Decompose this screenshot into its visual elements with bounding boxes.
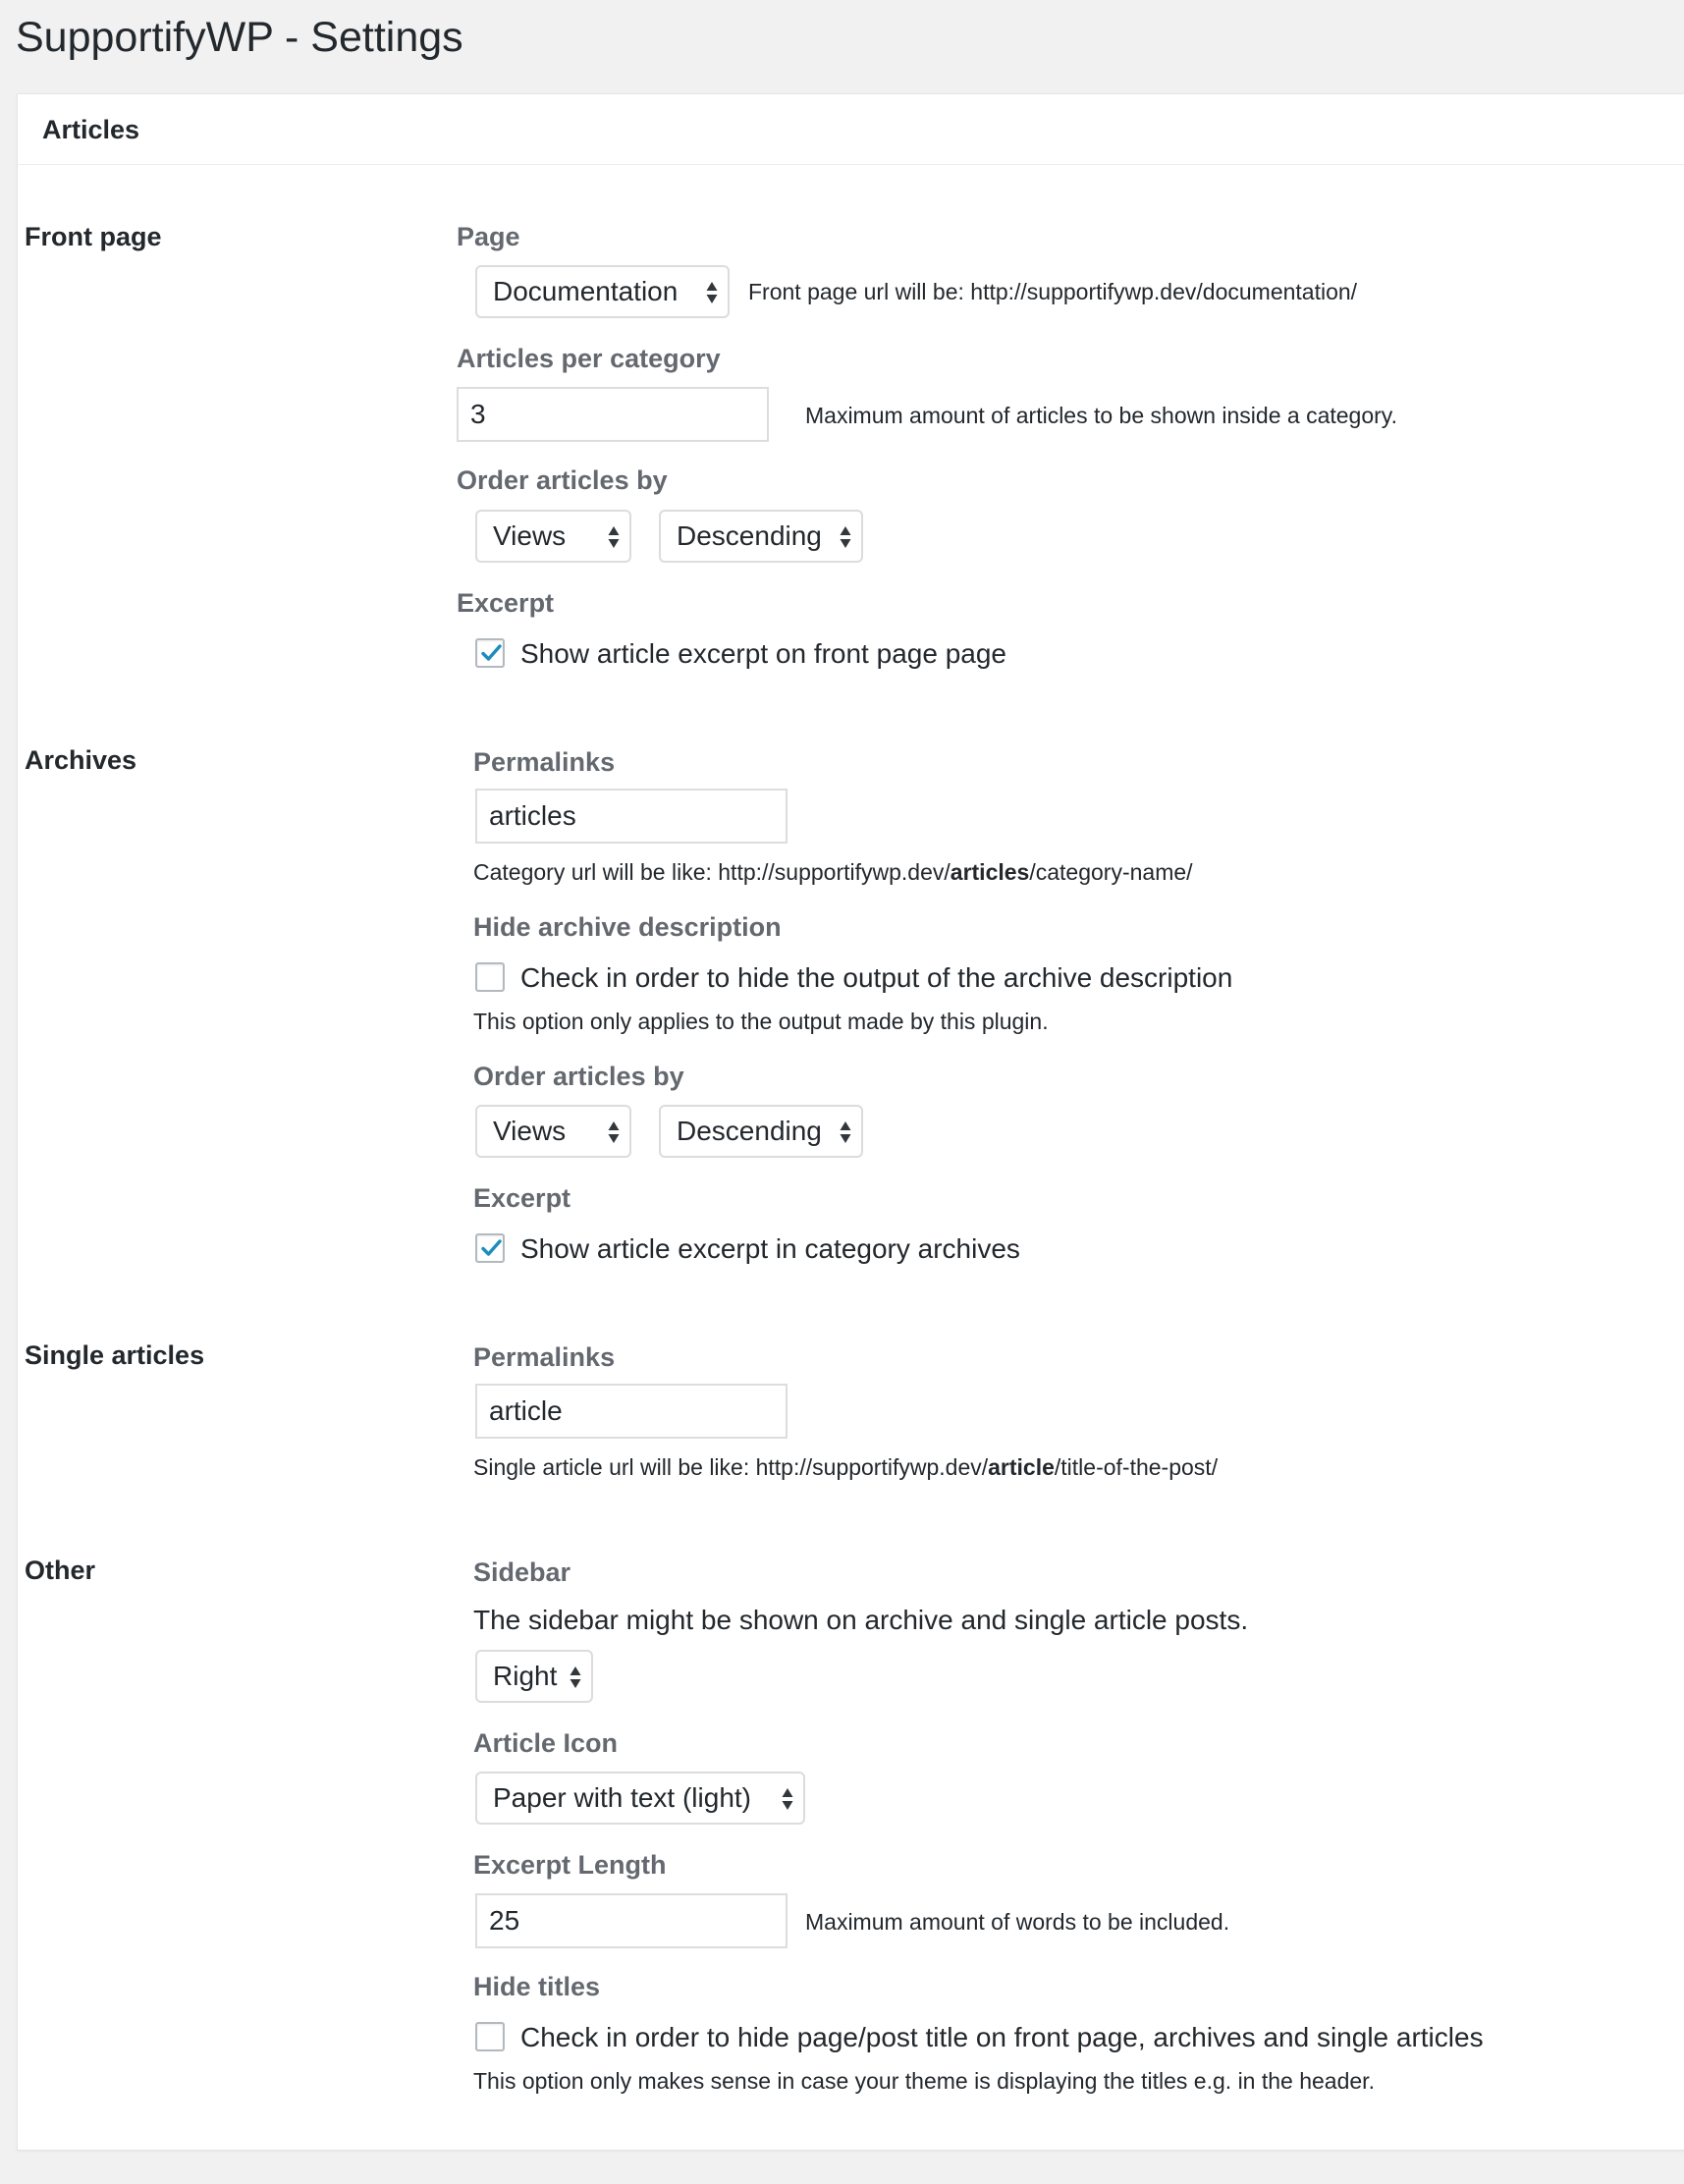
select-arrows-icon [781, 1785, 794, 1813]
section-title-front-page: Front page [25, 222, 162, 251]
article-icon-label: Article Icon [473, 1728, 619, 1758]
front-page-excerpt-checkbox[interactable] [475, 638, 505, 668]
front-page-excerpt-checkbox-label[interactable]: Show article excerpt on front page page [520, 638, 1006, 669]
archives-help-bold: articles [950, 859, 1030, 885]
archives-order-dir-select[interactable] [659, 1105, 863, 1158]
archives-help-prefix: Category url will be like: http://supportifywp.dev/ [473, 859, 951, 885]
panel-heading: Articles [42, 115, 140, 144]
select-arrows-icon [569, 1664, 582, 1691]
excerpt-length-label: Excerpt Length [473, 1850, 667, 1880]
front-page-order-label: Order articles by [457, 465, 668, 495]
archives-permalinks-input[interactable]: articles [475, 789, 788, 844]
single-help-suffix: /title-of-the-post/ [1054, 1454, 1219, 1480]
archives-order-by-value: Views [493, 1116, 567, 1146]
select-arrows-icon [839, 1119, 852, 1146]
hide-titles-checkbox-label[interactable]: Check in order to hide page/post title on front page, archives and single articles [520, 2022, 1484, 2052]
front-page-url-help: Front page url will be: http://supportifywp.dev/documentation/ [748, 279, 1358, 304]
excerpt-length-help: Maximum amount of words to be included. [805, 1909, 1230, 1935]
single-permalinks-help [473, 1452, 1218, 1482]
single-permalinks-label: Permalinks [473, 1342, 616, 1372]
select-arrows-icon [607, 1119, 621, 1146]
articles-per-category-help: Maximum amount of articles to be shown inside a category. [805, 403, 1397, 428]
checkmark-icon [479, 1236, 503, 1260]
select-arrows-icon [607, 523, 621, 551]
section-title-other: Other [25, 1556, 96, 1585]
front-page-page-label: Page [457, 222, 520, 251]
single-help-bold: article [988, 1454, 1055, 1480]
select-arrows-icon [705, 279, 719, 306]
single-help-prefix: Single article url will be like: http://supportifywp.dev/ [473, 1454, 989, 1480]
article-icon-select[interactable] [475, 1772, 805, 1825]
hide-archive-desc-label: Hide archive description [473, 912, 782, 942]
articles-per-category-label: Articles per category [457, 344, 721, 373]
hide-titles-checkbox[interactable] [475, 2022, 505, 2051]
hide-titles-label: Hide titles [473, 1972, 601, 2001]
front-page-order-dir-select[interactable] [659, 510, 863, 563]
panel-header [18, 94, 1684, 165]
section-title-single-articles: Single articles [25, 1340, 205, 1370]
front-page-order-by-select[interactable] [475, 510, 631, 563]
select-arrows-icon [839, 523, 852, 551]
sidebar-select[interactable] [475, 1650, 593, 1703]
archives-permalinks-label: Permalinks [473, 747, 616, 777]
hide-archive-desc-help: This option only applies to the output made by this plugin. [473, 1009, 1049, 1034]
checkmark-icon [479, 641, 503, 665]
archives-excerpt-checkbox-label[interactable]: Show article excerpt in category archives [520, 1233, 1020, 1264]
hide-titles-help: This option only makes sense in case your theme is displaying the titles e.g. in the header. [473, 2068, 1375, 2094]
sidebar-label: Sidebar [473, 1557, 571, 1587]
front-page-page-select[interactable] [475, 265, 730, 318]
front-page-order-by-value: Views [493, 520, 567, 551]
archives-order-label: Order articles by [473, 1062, 684, 1091]
single-permalinks-input[interactable]: article [475, 1384, 788, 1439]
hide-archive-desc-checkbox-label[interactable]: Check in order to hide the output of the archive description [520, 962, 1233, 993]
archives-excerpt-checkbox[interactable] [475, 1233, 505, 1263]
article-icon-value: Paper with text (light) [493, 1782, 751, 1813]
hide-archive-desc-checkbox[interactable] [475, 962, 505, 992]
archives-permalinks-help [473, 857, 1193, 887]
front-page-order-dir-value: Descending [677, 520, 822, 551]
archives-order-by-select[interactable] [475, 1105, 631, 1158]
front-page-excerpt-label: Excerpt [457, 588, 555, 618]
articles-per-category-input[interactable]: 3 [457, 387, 769, 442]
archives-order-dir-value: Descending [677, 1116, 822, 1146]
sidebar-description: The sidebar might be shown on archive and single article posts. [473, 1605, 1249, 1635]
page-title: SupportifyWP - Settings [16, 14, 463, 61]
archives-excerpt-label: Excerpt [473, 1183, 571, 1213]
excerpt-length-input[interactable]: 25 [475, 1893, 788, 1948]
sidebar-value: Right [493, 1661, 558, 1691]
front-page-page-value: Documentation [493, 276, 679, 306]
archives-help-suffix: /category-name/ [1029, 859, 1193, 885]
section-title-archives: Archives [25, 745, 137, 775]
